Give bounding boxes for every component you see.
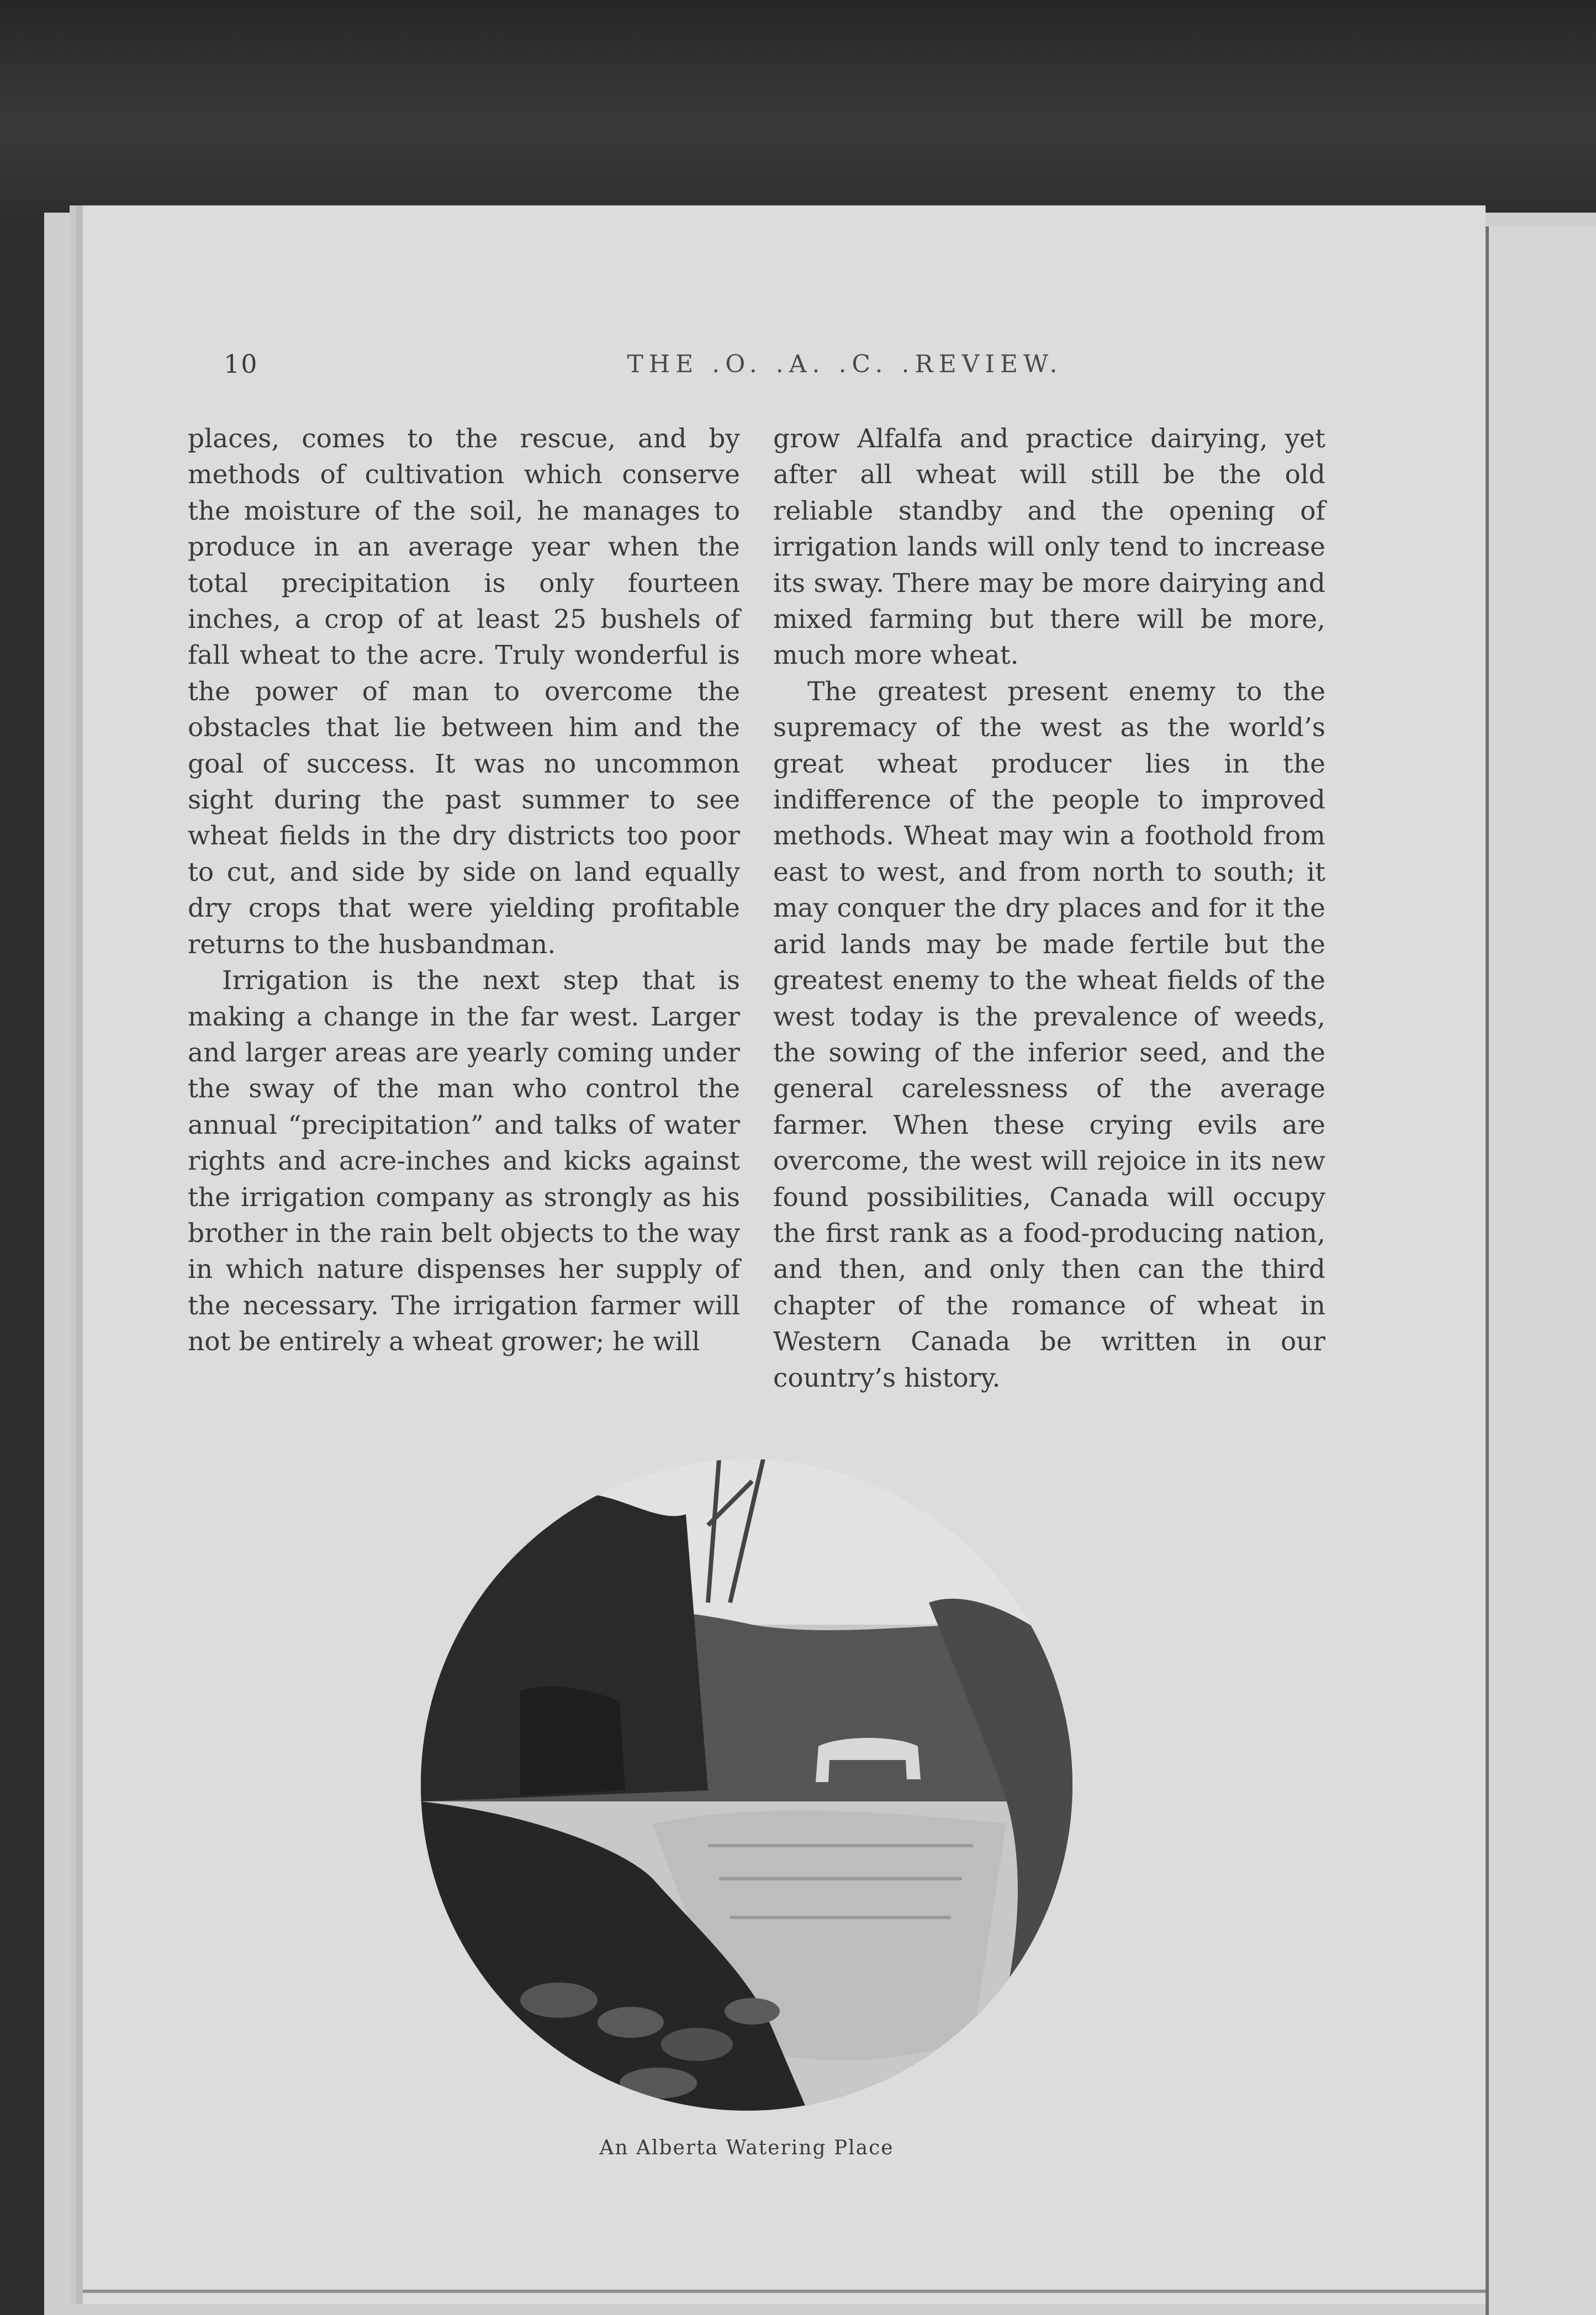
watering-place-photo xyxy=(421,1459,1072,2111)
paragraph: Irrigation is the next step that is making a change in the far west. Larger and larger areas are yearly coming under the sway of the man who control the annual “precipitation” and talks of water rights and acre-inches and kicks against the irrigation company as strongly as his brother in the rain belt objects to the way in which nature dispenses her supply of the necessary. The irrigation farmer will not be entirely a wheat grower; he will xyxy=(188,965,740,1357)
running-head: THE .O. .A. .C. .REVIEW. xyxy=(627,350,1063,378)
page-bottom-rule xyxy=(83,2290,1486,2293)
left-column xyxy=(188,421,740,1360)
page-number: 10 xyxy=(224,349,258,379)
circular-photograph xyxy=(421,1459,1072,2111)
paragraph: places, comes to the rescue, and by methods of cultivation which conserve the moisture of the soil, he manages to produce in an average year when the total precipitation is only fourteen inches, a crop of at least 25 bushels of fall wheat to the acre. Truly wonderful is the power of man to overcome the obstacles that lie between him and the goal of success. It was no uncommon sight during the past summer to see wheat fields in the dry districts too poor to cut, and side by side on land equally dry crops that were yielding profitable returns to the husbandman. xyxy=(188,424,740,960)
adjacent-page-edge xyxy=(1486,226,1596,2315)
paragraph: The greatest present enemy to the supremacy of the west as the world’s great wheat producer lies in the indifference of the people to improved methods. Wheat may win a foothold from east to west, and from north to south; it may conquer the dry places and for it the arid lands may be made fertile but the greatest enemy to the wheat fields of the west today is the prevalence of weeds, the sowing of the inferior seed, and the general carelessness of the average farmer. When these crying evils are overcome, the west will rejoice in its new found possibilities, Canada will occupy the first rank as a food-producing nation, and then, and only then can the third chapter of the romance of wheat in Western Canada be written in our country’s history. xyxy=(773,676,1325,1393)
page xyxy=(83,205,1486,2304)
right-column xyxy=(773,421,1325,1396)
photo-caption: An Alberta Watering Place xyxy=(599,2137,894,2159)
scan-background xyxy=(0,0,1596,210)
paragraph: grow Alfalfa and practice dairying, yet after all wheat will still be the old reliable standby and the opening of irrigation lands will only tend to increase its sway. There may be more dairying and mixed farming but there will be more, much more wheat. xyxy=(773,424,1325,671)
